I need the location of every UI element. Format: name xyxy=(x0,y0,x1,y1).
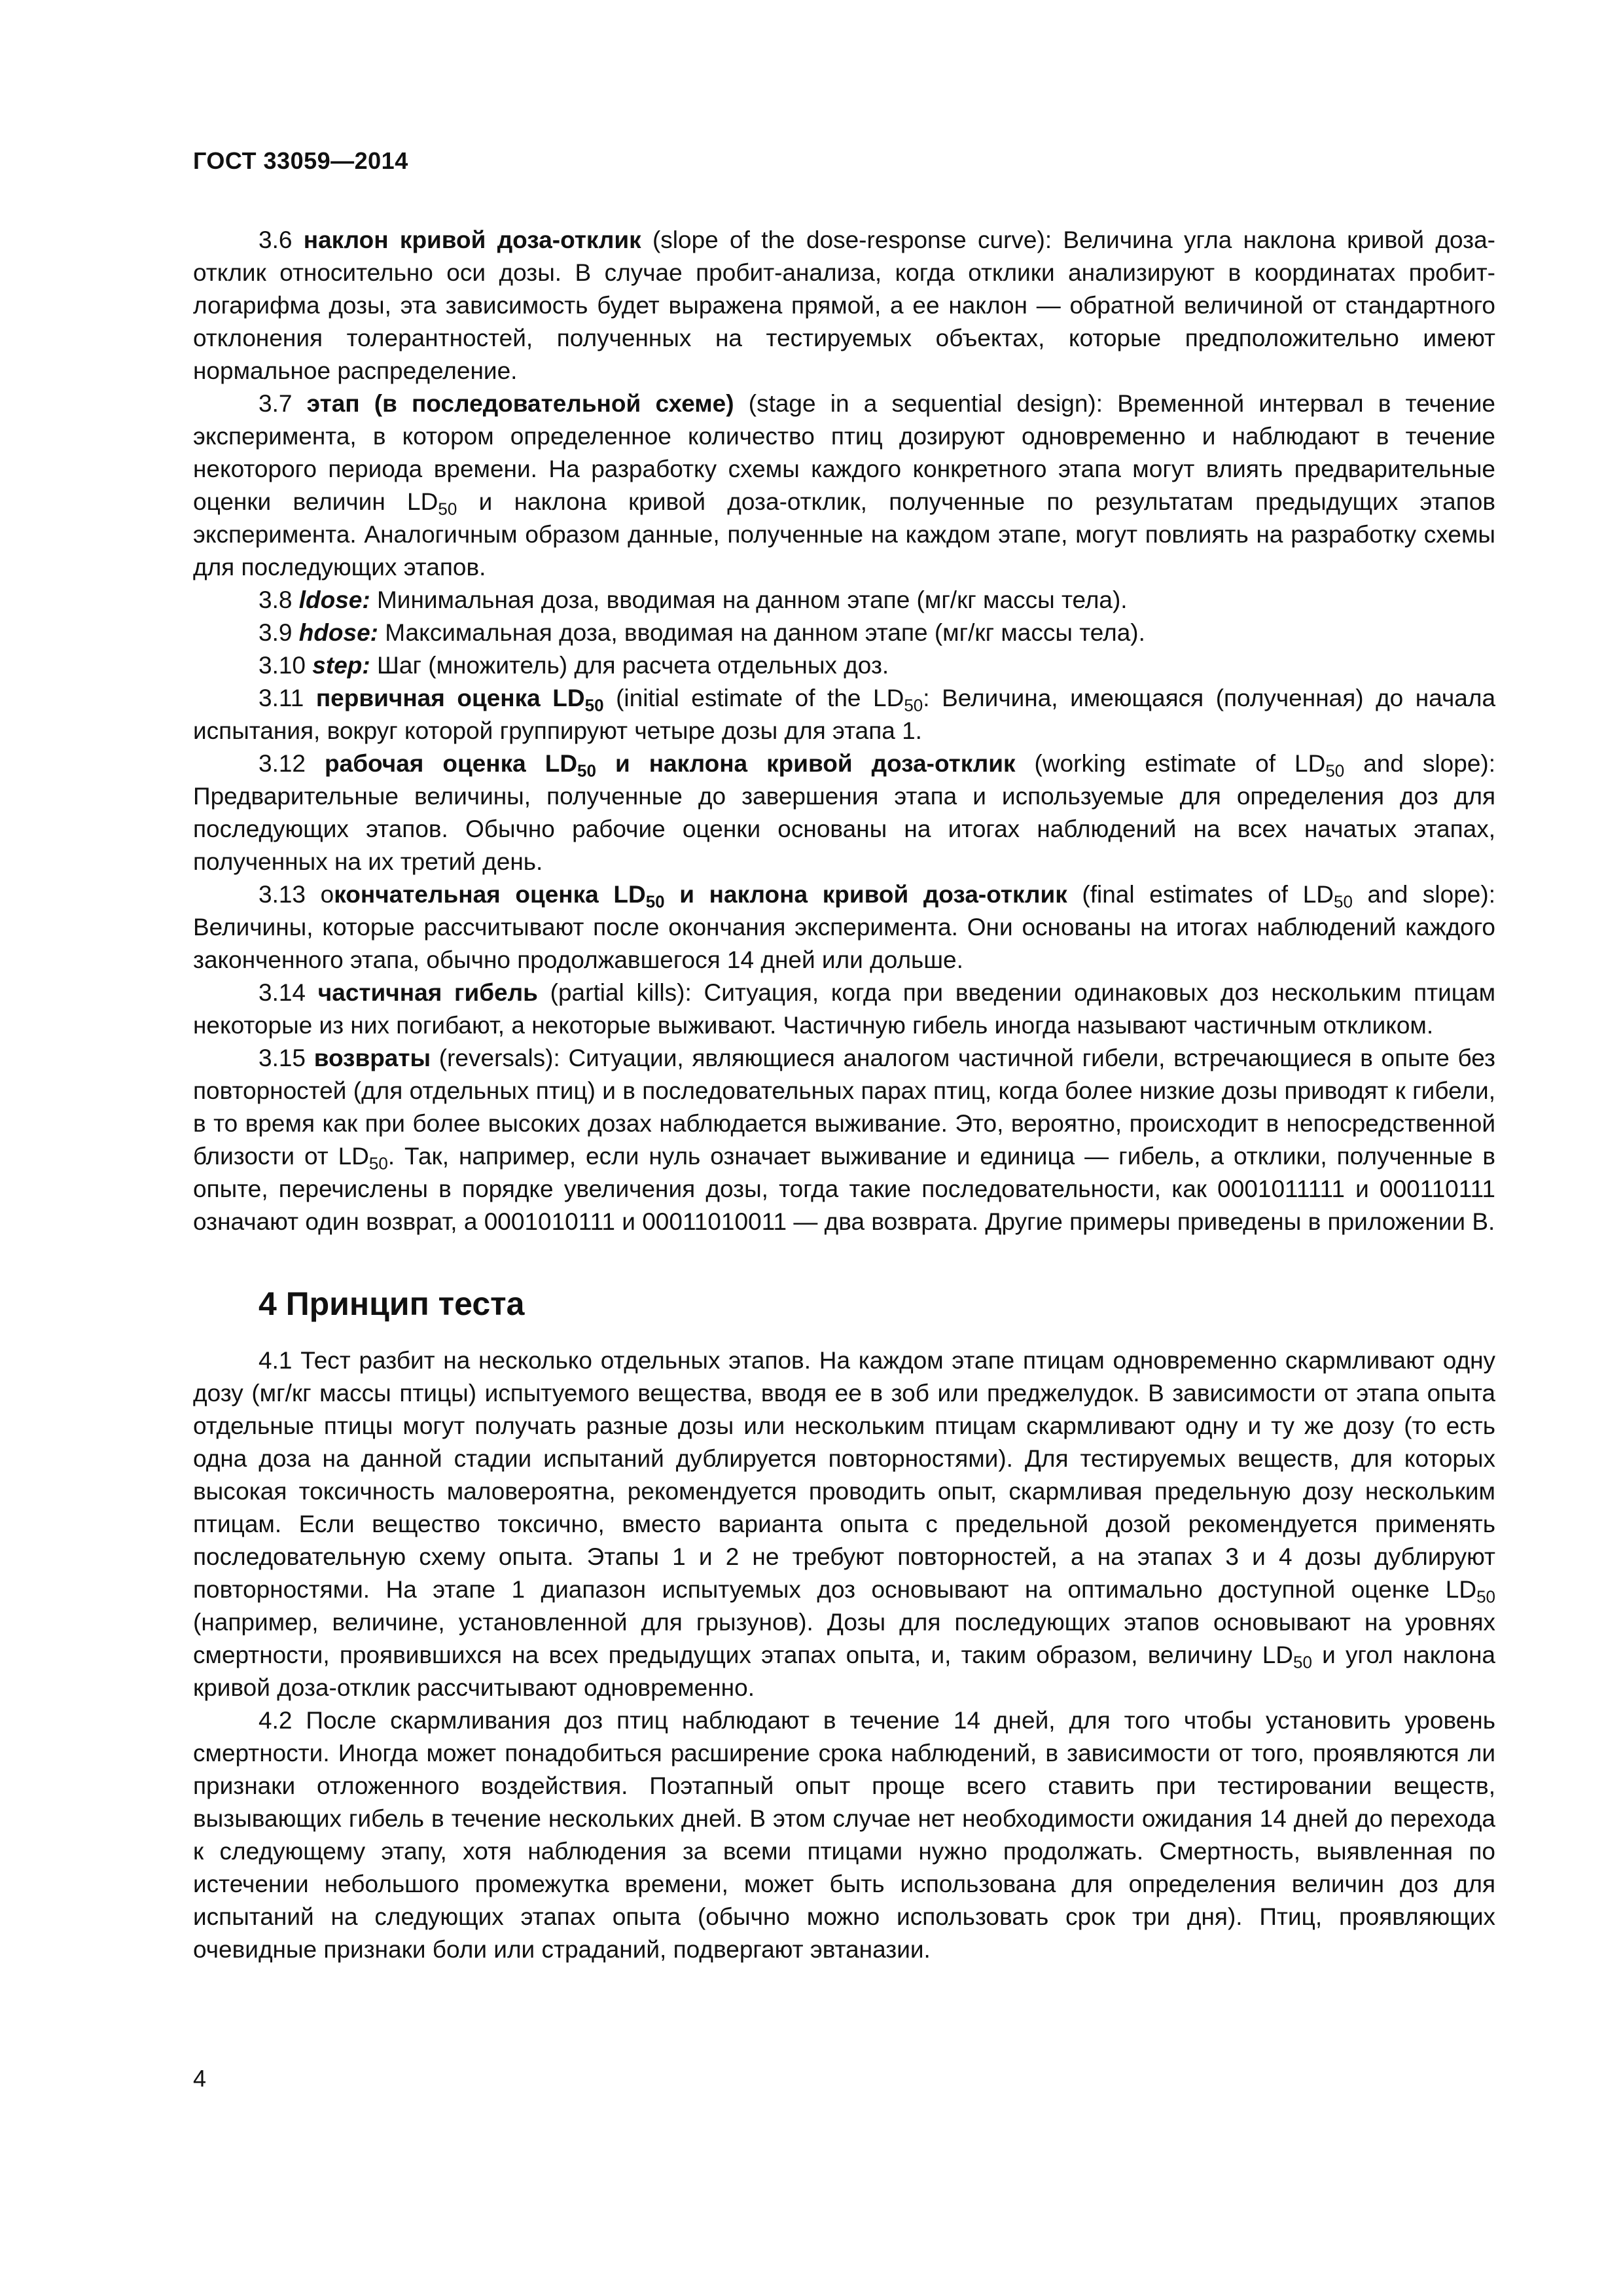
clause-text: (reversals): Ситуации, являющиеся аналогом частичной гибели, встречающиеся в опыте без повторностей (для отдельных птиц) и в последовательных парах птиц, когда более низкие дозы приводят к гибели, в то время как при более высоких дозах наблюдается выживание. Это, вероятно, происходит в непосредственной близости от LD xyxy=(193,1045,1496,1170)
clause-text: . Так, например, если нуль означает выживание и единица — гибель, а отклики, полученные в опыте, перечислены в порядке увеличения дозы, тогда такие последовательности, как 0001011111 и 000110111 означают один возврат, а 0001010111 и 00011010011 — два возврата. Другие примеры приведены в приложении В. xyxy=(193,1143,1495,1235)
clause-number: 3.12 xyxy=(259,750,306,777)
document-body xyxy=(193,224,1495,1966)
clause-number: 3.7 xyxy=(259,390,293,417)
subscript: 50 xyxy=(1334,891,1353,912)
clause-text: (slope of the dose-response curve): Величина угла наклона кривой доза-отклик относительно оси дозы. В случае пробит-анализа, когда отклики анализируют в координатах пробит-логарифма дозы, эта зависимость будет выражена прямой, а ее наклон — обратной величиной от стандартного отклонения толерантностей, полученных на тестируемых объектах, которые предположительно имеют нормальное распределение. xyxy=(193,226,1495,384)
clause-number: 3.15 xyxy=(259,1045,306,1071)
clause-4-2 xyxy=(193,1704,1495,1966)
clause-number: 3.10 xyxy=(259,652,306,679)
clause-3-10 xyxy=(193,649,1495,682)
clause-3-14 xyxy=(193,977,1495,1042)
clause-text: Тест разбит на несколько отдельных этапов. На каждом этапе птицам одновременно скармливают одну дозу (мг/кг массы птицы) испытуемого вещества, вводя ее в зоб или преджелудок. В зависимости от этапа опыта отдельные птицы могут получать разные дозы или нескольким птицам скармливают одну и ту же дозу (то есть одна доза на данной стадии испытаний дублируется повторностями). Для тестируемых веществ, для которых высокая токсичность маловероятна, рекомендуется проводить опыт, скармливая предельную дозу нескольким птицам. Если вещество токсично, вместо варианта опыта с предельной дозой рекомендуется применять последовательную схему опыта. Этапы 1 и 2 не требуют повторностей, а на этапах 3 и 4 дозы дублируют повторностями. На этапе 1 диапазон испытуемых доз основывают на оптимально доступной оценке LD xyxy=(193,1347,1496,1603)
clause-number: 4.1 xyxy=(259,1347,293,1374)
clause-3-7 xyxy=(193,387,1495,584)
clause-text: и угол наклона кривой доза-отклик рассчитывают одновременно. xyxy=(193,1641,1495,1701)
term-text: первичная оценка LD xyxy=(315,685,585,711)
clause-number: 3.6 xyxy=(259,226,293,253)
clause-text: и наклона кривой доза-отклик, полученные по результатам предыдущих этапов эксперимента. Аналогичным образом данные, полученные на каждом этапе, могут повлиять на разработку схемы для последующих этапов. xyxy=(193,488,1495,581)
page-number: 4 xyxy=(193,2065,207,2092)
clause-number: 3.8 xyxy=(259,586,293,613)
term: возвраты xyxy=(313,1045,431,1071)
clause-3-6 xyxy=(193,224,1495,387)
clause-3-12 xyxy=(193,747,1495,878)
clause-number: 3.13 xyxy=(259,881,306,908)
clause-3-15 xyxy=(193,1042,1495,1238)
term: hdose: xyxy=(298,619,378,646)
clause-text: (final estimates of LD xyxy=(1082,881,1334,908)
section-heading: 4 Принцип теста xyxy=(259,1285,525,1322)
term: наклон кривой доза-отклик xyxy=(303,226,641,253)
subscript: 50 xyxy=(904,695,923,715)
subscript: 50 xyxy=(438,499,457,519)
clause-4-1 xyxy=(193,1344,1495,1704)
term xyxy=(315,685,604,715)
term-text: кончательная оценка LD xyxy=(334,881,646,908)
clause-text: Минимальная доза, вводимая на данном этапе (мг/кг массы тела). xyxy=(376,586,1128,613)
subscript: 50 xyxy=(577,761,596,781)
clause-text: (например, величине, установленной для грызунов). Дозы для последующих этапов основывают на уровнях смертности, проявившихся на всех предыдущих этапах опыта, и, таким образом, величину LD xyxy=(193,1609,1495,1668)
subscript: 50 xyxy=(584,695,604,715)
clause-text: Шаг (множитель) для расчета отдельных доз. xyxy=(376,652,889,679)
clause-number: 3.11 xyxy=(259,685,304,711)
term-text: и наклона кривой доза-отклик xyxy=(596,750,1016,777)
running-header: ГОСТ 33059—2014 xyxy=(193,147,408,174)
term: частичная гибель xyxy=(317,979,538,1006)
term: этап (в последовательной схеме) xyxy=(306,390,734,417)
subscript: 50 xyxy=(1325,761,1345,781)
term: ldose: xyxy=(298,586,370,613)
term-text: и наклона кривой доза-отклик xyxy=(664,881,1067,908)
clause-text: (partial kills): Ситуация, когда при введении одинаковых доз нескольким птицам некоторые из них погибают, а некоторые выживают. Частичную гибель иногда называют частичным откликом. xyxy=(193,979,1496,1039)
clause-number: 3.14 xyxy=(259,979,306,1006)
term xyxy=(334,881,1067,912)
clause-number: 4.2 xyxy=(259,1707,293,1734)
clause-text: and slope): Предварительные величины, полученные до завершения этапа и используемые для определения доз для последующих этапов. Обычно рабочие оценки основаны на итогах наблюдений на всех начатых этапах, полученных на их третий день. xyxy=(193,750,1496,875)
clause-3-9 xyxy=(193,617,1495,649)
clause-number: 3.9 xyxy=(259,619,293,646)
subscript: 50 xyxy=(645,891,665,912)
clause-text: and slope): Величины, которые рассчитывают после окончания эксперимента. Они основаны на итогах наблюдений каждого законченного этапа, обычно продолжавшегося 14 дней или дольше. xyxy=(193,881,1495,973)
subscript: 50 xyxy=(368,1153,388,1174)
clause-text: (working estimate of LD xyxy=(1034,750,1326,777)
clause-text: После скармливания доз птиц наблюдают в течение 14 дней, для того чтобы установить уровень смертности. Иногда может понадобиться расширение срока наблюдений, в зависимости от того, проявляются ли признаки отложенного воздействия. Поэтапный опыт проще всего ставить при тестировании веществ, вызывающих гибель в течение нескольких дней. В этом случае нет необходимости ожидания 14 дней до перехода к следующему этапу, хотя наблюдения за всеми птицами нужно продолжать. Смертность, выявленная по истечении небольшого промежутка времени, может быть использована для определения величин доз для испытаний на следующих этапах опыта (обычно можно использовать срок три дня). Птиц, проявляющих очевидные признаки боли или страданий, подвергают эвтаназии. xyxy=(193,1707,1495,1963)
clause-text: : Величина, имеющаяся (полученная) до начала испытания, вокруг которой группируют четыре дозы для этапа 1. xyxy=(193,685,1496,744)
clause-text: Максимальная доза, вводимая на данном этапе (мг/кг массы тела). xyxy=(385,619,1145,646)
subscript: 50 xyxy=(1476,1587,1495,1607)
term-text: рабочая оценка LD xyxy=(325,750,578,777)
clause-3-8 xyxy=(193,584,1495,617)
term: step: xyxy=(312,652,370,679)
clause-text: (stage in a sequential design): Временной интервал в течение эксперимента, в котором определенное количество птиц дозируют одновременно и наблюдают в течение некоторого периода времени. На разработку схемы каждого конкретного этапа могут влиять предварительные оценки величин LD xyxy=(193,390,1496,515)
clause-3-11 xyxy=(193,682,1495,747)
term xyxy=(325,750,1016,781)
clause-3-13 xyxy=(193,878,1495,977)
clause-text: (initial estimate of the LD xyxy=(616,685,904,711)
subscript: 50 xyxy=(1293,1652,1312,1672)
term-prefix: о xyxy=(320,881,334,908)
